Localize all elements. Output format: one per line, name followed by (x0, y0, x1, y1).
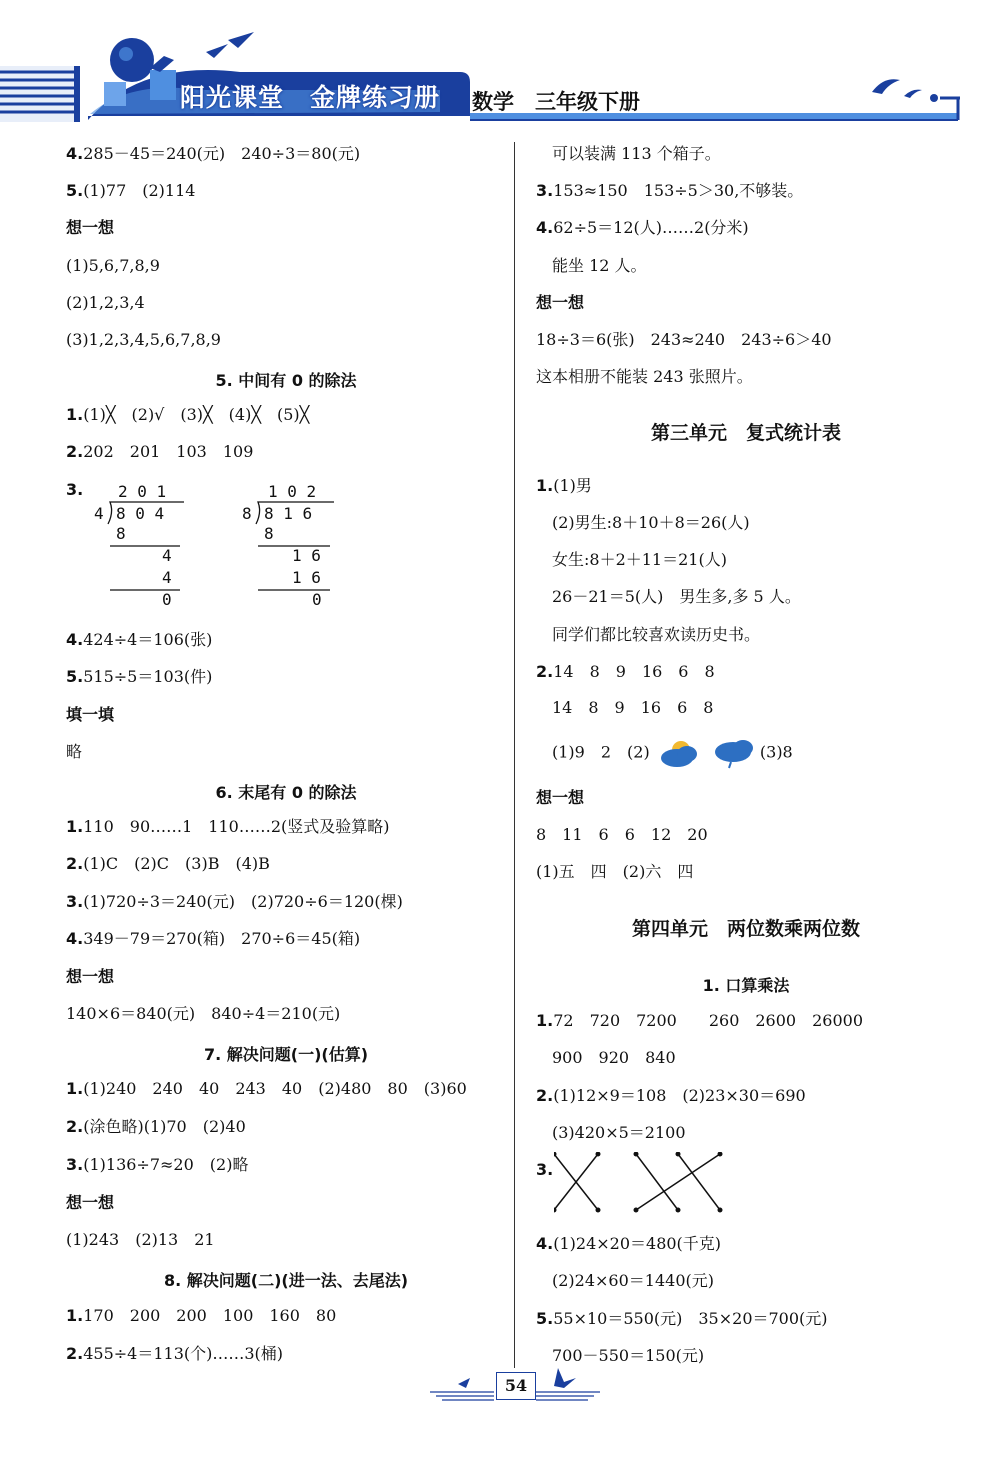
section-title: 1. 口算乘法 (702, 976, 790, 995)
answer-line: 2.(涂色略)(1)70 (2)40 (66, 1117, 246, 1136)
answer-line: 同学们都比较喜欢读历史书。 (552, 625, 761, 644)
unit-title: 第四单元 两位数乘两位数 (631, 918, 860, 940)
sun-cloud-icon (661, 741, 697, 767)
long-division: 2 0 1 4 8 0 4 8 4 4 0 (94, 482, 194, 612)
answer-line: 4.285－45＝240(元) 240÷3＝80(元) (66, 144, 361, 163)
answer-line: 4.424÷4＝106(张) (66, 630, 213, 649)
fill-heading: 填一填 (66, 705, 115, 724)
subject-grade: 数学 三年级下册 (472, 90, 640, 114)
answer-line: 5.55×10＝550(元) 35×20＝700(元) (536, 1309, 828, 1328)
answer-line: 略 (66, 742, 83, 761)
header-banner (0, 0, 1000, 140)
answer-line: (3)1,2,3,4,5,6,7,8,9 (66, 330, 221, 349)
think-heading: 想一想 (66, 1193, 115, 1212)
section-title: 5. 中间有 0 的除法 (215, 371, 357, 390)
answer-line: 2.202 201 103 109 (66, 442, 254, 461)
rain-cloud-icon (715, 740, 753, 768)
answer-line: 2.(1)12×9＝108 (2)23×30＝690 (536, 1086, 806, 1105)
answer-line: 2.455÷4＝113(个)……3(桶) (66, 1344, 284, 1363)
answer-line: 3. (66, 480, 84, 499)
page-header (0, 0, 1000, 140)
answer-line: 26－21＝5(人) 男生多,多 5 人。 (552, 587, 801, 606)
answer-line: (2)男生:8＋10＋8＝26(人) (552, 513, 750, 532)
answer-line: 18÷3＝6(张) 243≈240 243÷6＞40 (536, 330, 832, 349)
answer-line: 8 11 6 6 12 20 (536, 825, 708, 844)
matching-lines (554, 1152, 734, 1218)
answer-line: (1)五 四 (2)六 四 (536, 862, 694, 881)
answer-line: (1)5,6,7,8,9 (66, 256, 160, 275)
answer-line: 3. (536, 1160, 554, 1179)
answer-line: 女生:8＋2＋11＝21(人) (552, 550, 727, 569)
answer-line: 2.14 8 9 16 6 8 (536, 662, 715, 681)
answer-line: 3.(1)136÷7≈20 (2)略 (66, 1155, 249, 1174)
answer-line: 1.(1)240 240 40 243 40 (2)480 80 (3)60 (66, 1079, 467, 1098)
think-heading: 想一想 (536, 788, 585, 807)
answer-line: (1)9 2 (2) (3)8 (536, 736, 793, 770)
answer-line: 140×6＝840(元) 840÷4＝210(元) (66, 1004, 341, 1023)
unit-title: 第三单元 复式统计表 (650, 422, 841, 444)
think-heading: 想一想 (536, 293, 585, 312)
answer-line: 1.(1)╳ (2)√ (3)╳ (4)╳ (5)╳ (66, 405, 310, 424)
answer-line: 4.62÷5＝12(人)……2(分米) (536, 218, 749, 237)
answer-line: 900 920 840 (552, 1048, 676, 1067)
answer-line: 可以装满 113 个箱子。 (552, 144, 721, 163)
column-divider (514, 142, 515, 1368)
long-division: 1 0 2 8 8 1 6 8 1 6 1 6 0 (242, 482, 352, 612)
book-title: 阳光课堂 金牌练习册 (180, 83, 441, 112)
answer-line: 能坐 12 人。 (552, 256, 647, 275)
answer-line: (1)243 (2)13 21 (66, 1230, 215, 1249)
answer-line: 700－550＝150(元) (552, 1346, 705, 1365)
answer-line: 这本相册不能装 243 张照片。 (536, 367, 753, 386)
answer-line: 1.(1)男 (536, 476, 592, 495)
answer-line: 3.153≈150 153÷5＞30,不够装。 (536, 181, 804, 200)
answer-line: 3.(1)720÷3＝240(元) (2)720÷6＝120(棵) (66, 892, 403, 911)
answer-line: 4.(1)24×20＝480(千克) (536, 1234, 722, 1253)
answer-line: 5.(1)77 (2)114 (66, 181, 196, 200)
answer-line: 14 8 9 16 6 8 (552, 698, 714, 717)
section-title: 8. 解决问题(二)(进一法、去尾法) (163, 1271, 409, 1290)
answer-line: 1.170 200 200 100 160 80 (66, 1306, 337, 1325)
answer-line: 1.110 90……1 110……2(竖式及验算略) (66, 817, 390, 836)
weather-icons (655, 736, 755, 770)
section-title: 7. 解决问题(一)(估算) (203, 1045, 369, 1064)
answer-line: 4.349－79＝270(箱) 270÷6＝45(箱) (66, 929, 361, 948)
answer-line: (2)24×60＝1440(元) (552, 1271, 714, 1290)
page-number: 54 (496, 1372, 536, 1400)
answer-line: 2.(1)C (2)C (3)B (4)B (66, 854, 270, 873)
answer-line: 1.72 720 7200 260 2600 26000 (536, 1011, 863, 1030)
answer-line: (3)420×5＝2100 (552, 1123, 686, 1142)
think-heading: 想一想 (66, 218, 115, 237)
section-title: 6. 末尾有 0 的除法 (215, 783, 357, 802)
think-heading: 想一想 (66, 967, 115, 986)
answer-line: 5.515÷5＝103(件) (66, 667, 213, 686)
answer-line: (2)1,2,3,4 (66, 293, 145, 312)
